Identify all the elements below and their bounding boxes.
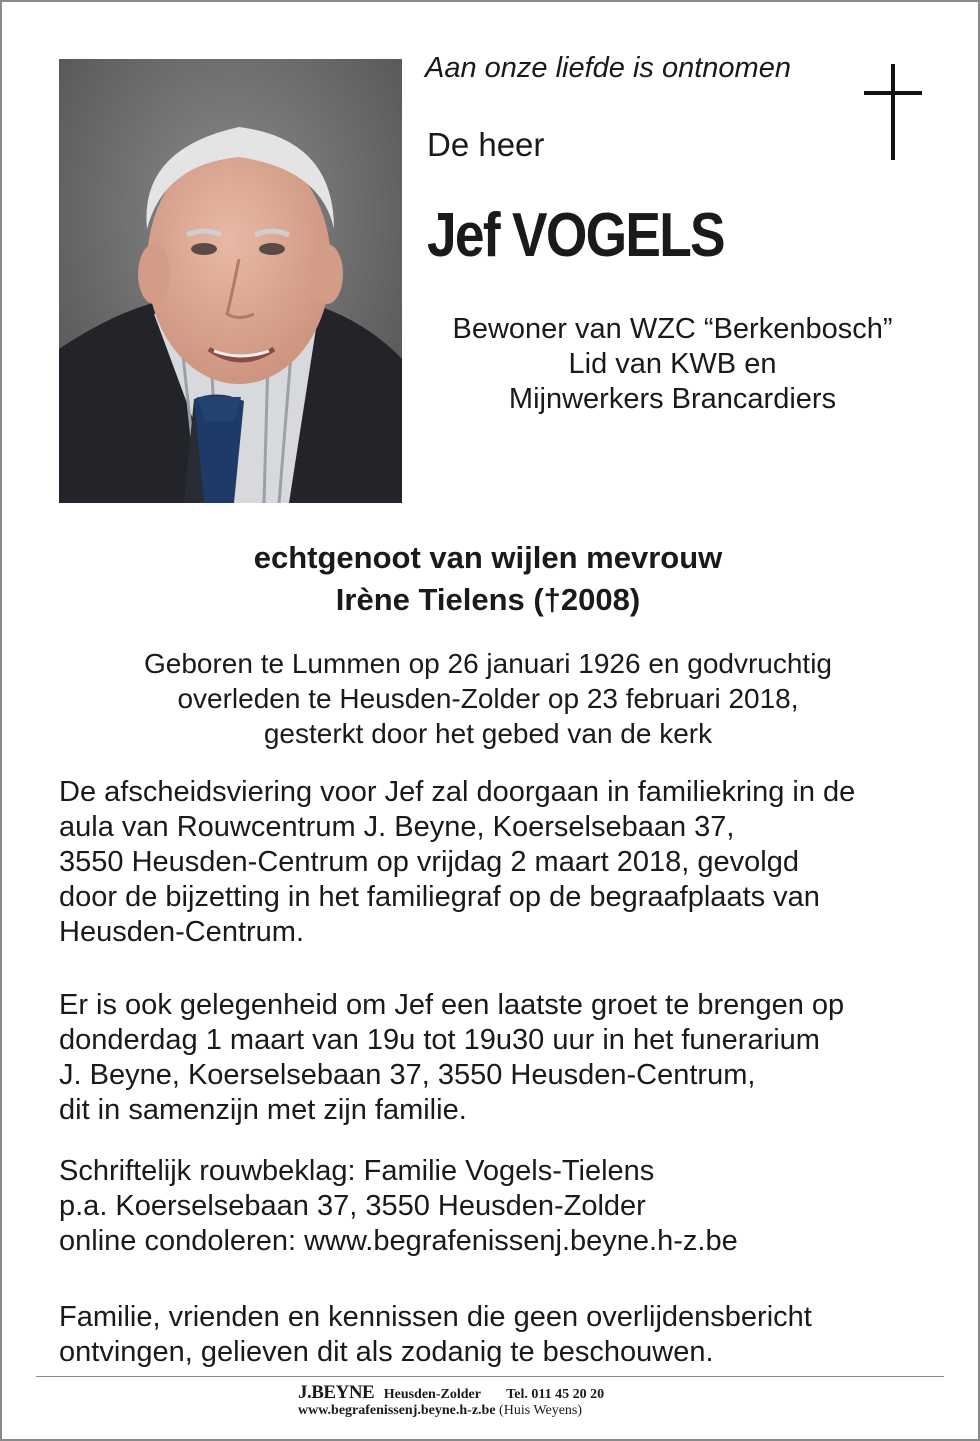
paragraph-line: Schriftelijk rouwbeklag: Familie Vogels-Tielens [59,1155,655,1187]
footer-divider [36,1376,944,1377]
spouse-line: echtgenoot van wijlen mevrouw [253,540,723,575]
paragraph-line: dit in samenzijn met zijn familie. [59,1094,467,1126]
paragraph-line: Er is ook gelegenheid om Jef een laatste groet te brengen op [59,989,845,1021]
deceased-name: Jef VOGELS [427,201,724,270]
condolence-paragraph [59,1154,738,1259]
undertaker-brand: J.BEYNE [298,1382,375,1403]
closing-paragraph [59,1300,812,1370]
paragraph-line: Familie, vrienden en kennissen die geen overlijdensbericht [59,1301,812,1333]
honorific: De heer [427,126,545,163]
portrait-illustration [59,59,402,503]
membership-block [420,312,925,417]
birth-death-block [0,646,976,751]
paragraph-line: p.a. Koerselsebaan 37, 3550 Heusden-Zolder [59,1190,646,1222]
paragraph-line: 3550 Heusden-Centrum op vrijdag 2 maart 2018, gevolgd [59,846,799,878]
paragraph-line: aula van Rouwcentrum J. Beyne, Koerselsebaan 37, [59,811,735,843]
undertaker-url: www.begrafenissenj.beyne.h-z.be [298,1403,496,1418]
birth-line: overleden te Heusden-Zolder op 23 februari 2018, [177,683,799,714]
cross-icon [864,64,922,160]
undertaker-place: Heusden-Zolder [383,1387,481,1402]
membership-line: Mijnwerkers Brancardiers [508,383,837,415]
paragraph-line: J. Beyne, Koerselsebaan 37, 3550 Heusden-Centrum, [59,1059,756,1091]
visitation-paragraph [59,988,844,1128]
funeral-paragraph [59,775,855,950]
condolence-url-line: online condoleren: www.begrafenissenj.beyne.h-z.be [59,1225,738,1257]
spouse-line: Irène Tielens (†2008) [335,582,641,617]
portrait-photo [59,59,402,503]
intro-line: Aan onze liefde is ontnomen [425,52,791,84]
birth-line: gesterkt door het gebed van de kerk [263,718,713,749]
undertaker-house: (Huis Weyens) [499,1403,583,1418]
birth-line: Geboren te Lummen op 26 januari 1926 en godvruchtig [143,648,833,679]
undertaker-footer [298,1382,604,1419]
spouse-block [0,537,976,621]
membership-line: Bewoner van WZC “Berkenbosch” [452,313,893,345]
paragraph-line: ontvingen, gelieven dit als zodanig te beschouwen. [59,1336,714,1368]
undertaker-phone: Tel. 011 45 20 20 [506,1387,605,1402]
membership-line: Lid van KWB en [568,348,777,380]
paragraph-line: Heusden-Centrum. [59,916,304,948]
paragraph-line: door de bijzetting in het familiegraf op de begraafplaats van [59,881,820,913]
paragraph-line: donderdag 1 maart van 19u tot 19u30 uur in het funerarium [59,1024,820,1056]
paragraph-line: De afscheidsviering voor Jef zal doorgaan in familiekring in de [59,776,856,808]
